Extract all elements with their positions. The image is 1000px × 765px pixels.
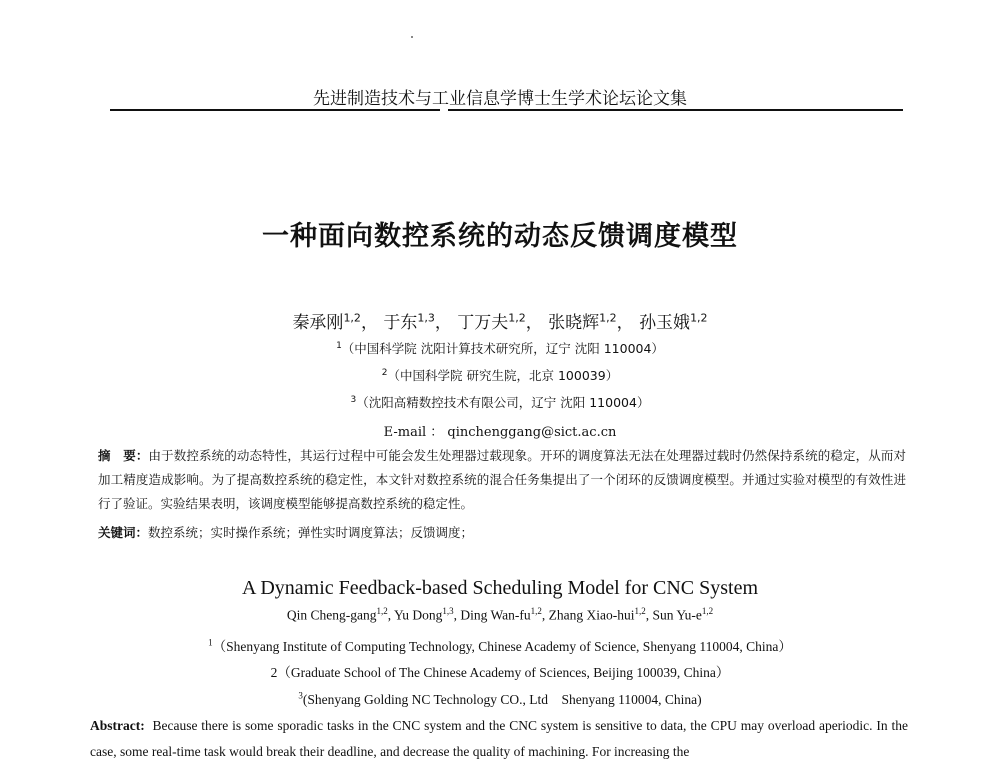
author-aff-sup: 1,2 bbox=[634, 606, 646, 616]
affiliation-en-2 bbox=[0, 661, 1000, 681]
author-en: Ding Wan-fu bbox=[460, 607, 531, 623]
author-aff-sup: 1,2 bbox=[376, 606, 388, 616]
affiliation-en-1 bbox=[0, 635, 1000, 655]
keywords-zh-text: 数控系统；实时操作系统；弹性实时调度算法；反馈调度； bbox=[148, 525, 474, 540]
author-en: Yu Dong bbox=[393, 607, 443, 623]
abstract-zh-text: 由于数控系统的动态特性，其运行过程中可能会发生处理器过载现象。开环的调度算法无法在处理器过载时仍然保持系统的稳定，从而对加工精度造成影响。为了提高数控系统的稳定性，本文针对数控系统的混合任务集提出了一个闭环的反馈调度模型。并通过实验对模型的有效性进行了验证。实验结果表明，该调度模型能够提高数控系统的稳定性。 bbox=[98, 448, 906, 511]
author-list-en bbox=[0, 606, 1000, 624]
header-rule-left bbox=[110, 109, 440, 111]
author-separator: , bbox=[541, 607, 549, 623]
keywords-zh bbox=[98, 523, 906, 541]
author-separator: ， bbox=[434, 313, 452, 333]
author-aff-sup: 1,2 bbox=[530, 606, 542, 616]
abstract-en-text: Because there is some sporadic tasks in the CNC system and the CNC system is sensitive to data, the CPU may overload aperiodic. In the case, some real-time task would break their deadline, and decrease the quality of machining. For increasing the bbox=[90, 718, 909, 759]
author-aff-sup: 1,2 bbox=[701, 606, 714, 616]
scan-speck bbox=[411, 36, 413, 38]
affiliation-sup: 1 bbox=[336, 340, 342, 351]
affiliation-text: (Shenyang Golding NC Technology CO., Ltd Shenyang 110004, China) bbox=[302, 692, 702, 707]
author-separator: ， bbox=[616, 313, 634, 333]
author-aff-sup: 1,2 bbox=[343, 311, 361, 325]
affiliation-zh-2 bbox=[0, 366, 1000, 384]
running-header: 先进制造技术与工业信息学博士生学术论坛论文集 bbox=[313, 89, 687, 109]
author-aff-sup: 1,3 bbox=[442, 606, 454, 616]
affiliation-text: （沈阳高精数控技术有限公司，辽宁 沈阳 110004） bbox=[356, 395, 650, 410]
abstract-zh-label: 摘 要： bbox=[98, 448, 149, 463]
abstract-zh bbox=[98, 444, 906, 516]
author-aff-sup: 1,2 bbox=[599, 311, 617, 325]
affiliation-text: （中国科学院 沈阳计算技术研究所，辽宁 沈阳 110004） bbox=[341, 341, 664, 356]
author-separator: , bbox=[387, 607, 394, 623]
author-en: Qin Cheng-gang bbox=[286, 607, 377, 623]
author-separator: , bbox=[645, 607, 653, 623]
affiliation-text: 2（Graduate School of The Chinese Academy of Sciences, Beijing 100039, China） bbox=[270, 665, 730, 680]
author-zh: 张晓辉 bbox=[548, 313, 600, 333]
affiliation-text: （中国科学院 研究生院，北京 100039） bbox=[387, 368, 619, 383]
affiliation-sup: 1 bbox=[208, 637, 213, 648]
author-en: Sun Yu-e bbox=[652, 607, 702, 623]
author-zh: 丁万夫 bbox=[457, 313, 509, 333]
affiliation-zh-1 bbox=[0, 339, 1000, 357]
author-separator: ， bbox=[360, 313, 378, 333]
abstract-en bbox=[90, 713, 908, 765]
abstract-en-label: Abstract: bbox=[90, 718, 145, 733]
affiliation-text: （Shenyang Institute of Computing Technology, Chinese Academy of Science, Shenyang 110004, China） bbox=[212, 639, 792, 654]
paper-title-en: A Dynamic Feedback-based Scheduling Model for CNC System bbox=[241, 577, 759, 599]
keywords-zh-label: 关键词： bbox=[98, 525, 149, 540]
email-line: E-mail ： qinchenggang@sict.ac.cn bbox=[383, 425, 617, 440]
author-aff-sup: 1,3 bbox=[417, 311, 435, 325]
author-aff-sup: 1,2 bbox=[690, 311, 708, 325]
author-aff-sup: 1,2 bbox=[508, 311, 526, 325]
author-en: Zhang Xiao-hui bbox=[548, 607, 635, 623]
affiliation-sup: 2 bbox=[381, 367, 388, 378]
author-zh: 于东 bbox=[383, 313, 418, 333]
paper-title-zh: 一种面向数控系统的动态反馈调度模型 bbox=[262, 221, 738, 252]
header-rule-right bbox=[448, 109, 903, 111]
affiliation-en-3 bbox=[0, 688, 1000, 708]
author-zh: 秦承刚 bbox=[292, 313, 344, 333]
author-separator: ， bbox=[525, 313, 543, 333]
affiliation-sup: 3 bbox=[298, 690, 303, 701]
author-separator: , bbox=[453, 607, 461, 623]
affiliation-sup: 3 bbox=[350, 394, 357, 405]
affiliation-zh-3 bbox=[0, 393, 1000, 411]
author-zh: 孙玉娥 bbox=[639, 313, 691, 333]
author-list-zh bbox=[0, 308, 1000, 333]
